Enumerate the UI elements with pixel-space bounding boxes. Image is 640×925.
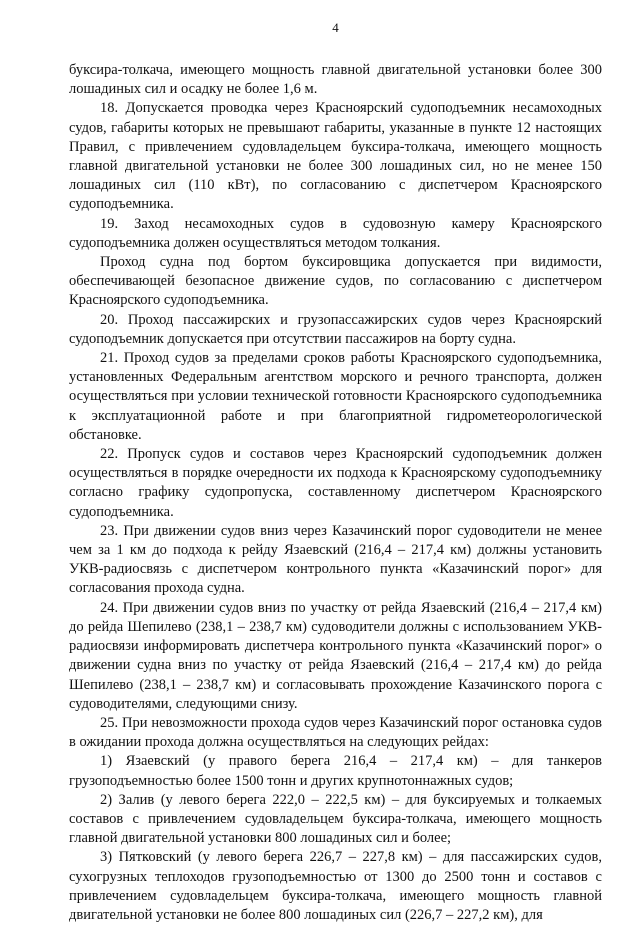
paragraph-20: 20. Проход пассажирских и грузопассажирских судов через Красноярский судоподъемник допускается при отсутствии пассажиров на борту судна. — [69, 311, 602, 347]
list-item-3: 3) Пятковский (у левого берега 226,7 – 227,8 км) – для пассажирских судов, сухогрузных теплоходов грузоподъемностью от 1300 до 2500 тонн и составов с привлечением судовладельцем буксира-толкача, имеющего мощность главной двигательной установки не более 800 лошадиных сил (226,7 – 227,2 км), для — [69, 849, 602, 923]
paragraph-22: 22. Пропуск судов и составов через Красноярский судоподъемник должен осуществляться в порядке очередности их подхода к Красноярскому судоподъемнику согласно графику судопропуска, составленному диспетчером Красноярского судоподъемника. — [69, 446, 602, 520]
paragraph-24: 24. При движении судов вниз по участку от рейда Язаевский (216,4 – 217,4 км) до рейда Шепилево (238,1 – 238,7 км) судоводители должны с использованием УКВ-радиосвязи информировать диспетчера контрольного пункта «Казачинский порог» о движении судна вниз по участку от рейда Язаевский (216,4 – 217,4 км) до рейда Шепилево (238,1 – 238,7 км) и согласовывать прохождение Казачинского порога с судоводителями, следующими снизу. — [69, 599, 602, 712]
list-item-2: 2) Залив (у левого берега 222,0 – 222,5 км) – для буксируемых и толкаемых составов с привлечением судовладельцем буксира-толкача, имеющего мощность главной двигательной установки 800 лошадиных сил и более; — [69, 791, 602, 847]
paragraph-21: 21. Проход судов за пределами сроков работы Красноярского судоподъемника, установленных Федеральным агентством морского и речного транспорта, должен осуществляться при условии технической готовности Красноярского судоподъемника к эксплуатационной работе и при благоприятной гидрометеорологической обстановке. — [69, 350, 602, 443]
paragraph-19-towing: Проход судна под бортом буксировщика допускается при видимости, обеспечивающей безопасное движение судов, по согласованию с диспетчером Красноярского судоподъемника. — [69, 254, 602, 309]
page-number: 4 — [332, 20, 339, 35]
paragraph-19: 19. Заход несамоходных судов в судовозную камеру Красноярского судоподъемника должен осуществляться методом толкания. — [69, 215, 602, 251]
paragraph-continuation: буксира-толкача, имеющего мощность главной двигательной установки более 300 лошадиных сил и осадку не более 1,6 м. — [69, 62, 602, 98]
document-body — [69, 61, 602, 925]
paragraph-23: 23. При движении судов вниз через Казачинский порог судоводители не менее чем за 1 км до подхода к рейду Язаевский (216,4 – 217,4 км) должны установить УКВ-радиосвязь с диспетчером контрольного пункта «Казачинский порог» для согласования прохода судна. — [69, 522, 602, 597]
paragraph-18: 18. Допускается проводка через Красноярский судоподъемник несамоходных судов, габариты которых не превышают габариты, указанные в пункте 12 настоящих Правил, с привлечением судовладельцем буксира-толкача, имеющего мощность главной двигательной установки не более 300 лошадиных сил, но не менее 150 лошадиных сил (110 кВт), по согласованию с диспетчером Красноярского судоподъемника. — [69, 100, 602, 213]
paragraph-25: 25. При невозможности прохода судов через Казачинский порог остановка судов в ожидании прохода должна осуществляться на следующих рейдах: — [69, 714, 602, 751]
list-item-1: 1) Язаевский (у правого берега 216,4 – 217,4 км) – для танкеров грузоподъемностью более 1500 тонн и других крупнотоннажных судов; — [69, 753, 602, 789]
